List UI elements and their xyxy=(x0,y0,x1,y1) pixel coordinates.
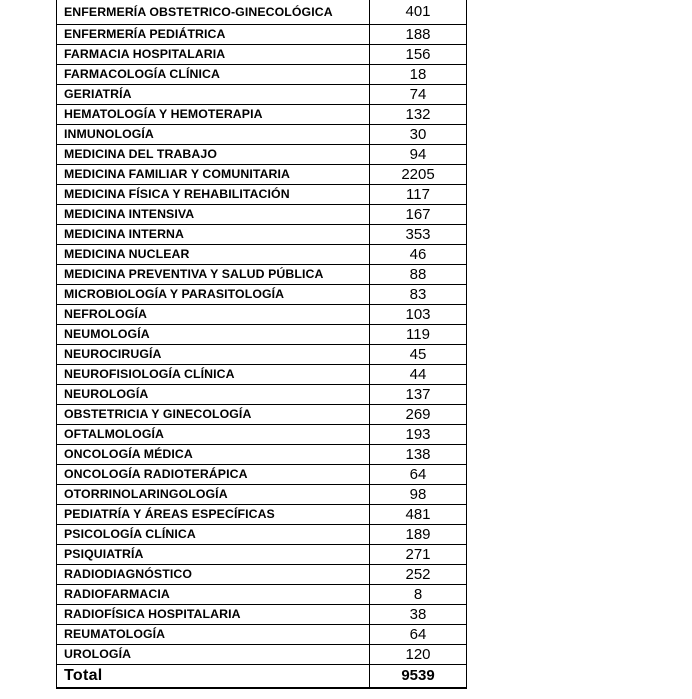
table-row xyxy=(57,385,467,405)
specialty-name: NEFROLOGÍA xyxy=(57,305,370,325)
table-row xyxy=(57,305,467,325)
table-row xyxy=(57,645,467,665)
specialty-count: 83 xyxy=(370,285,467,305)
table-row xyxy=(57,405,467,425)
table-row xyxy=(57,25,467,45)
specialty-count: 137 xyxy=(370,385,467,405)
specialty-name: ENFERMERÍA PEDIÁTRICA xyxy=(57,25,370,45)
table-body xyxy=(57,0,467,688)
table-row xyxy=(57,425,467,445)
specialty-name: FARMACOLOGÍA CLÍNICA xyxy=(57,65,370,85)
specialty-count: 98 xyxy=(370,485,467,505)
specialty-count: 88 xyxy=(370,265,467,285)
table-row xyxy=(57,45,467,65)
specialty-count: 156 xyxy=(370,45,467,65)
specialty-table-container xyxy=(56,0,466,692)
specialty-count: 132 xyxy=(370,105,467,125)
specialty-name: RADIOFARMACIA xyxy=(57,585,370,605)
table-row xyxy=(57,225,467,245)
specialty-name: PSIQUIATRÍA xyxy=(57,545,370,565)
specialty-count: 189 xyxy=(370,525,467,545)
specialty-name: MEDICINA NUCLEAR xyxy=(57,245,370,265)
specialty-table xyxy=(56,0,467,689)
table-row xyxy=(57,585,467,605)
table-row xyxy=(57,625,467,645)
table-row xyxy=(57,285,467,305)
specialty-count: 45 xyxy=(370,345,467,365)
specialty-count: 188 xyxy=(370,25,467,45)
table-row xyxy=(57,145,467,165)
specialty-name: MEDICINA PREVENTIVA Y SALUD PÚBLICA xyxy=(57,265,370,285)
specialty-name: OFTALMOLOGÍA xyxy=(57,425,370,445)
specialty-name: NEUROCIRUGÍA xyxy=(57,345,370,365)
specialty-name: GERIATRÍA xyxy=(57,85,370,105)
table-row xyxy=(57,345,467,365)
specialty-count: 64 xyxy=(370,625,467,645)
table-row xyxy=(57,325,467,345)
table-row xyxy=(57,465,467,485)
specialty-count: 30 xyxy=(370,125,467,145)
specialty-name: NEUROFISIOLOGÍA CLÍNICA xyxy=(57,365,370,385)
table-row xyxy=(57,565,467,585)
table-row xyxy=(57,245,467,265)
specialty-count: 44 xyxy=(370,365,467,385)
specialty-name: ENFERMERÍA OBSTETRICO-GINECOLÓGICA xyxy=(57,0,370,25)
specialty-count: 46 xyxy=(370,245,467,265)
specialty-count: 401 xyxy=(370,0,467,25)
total-value: 9539 xyxy=(370,665,467,689)
specialty-count: 353 xyxy=(370,225,467,245)
table-row xyxy=(57,185,467,205)
specialty-count: 193 xyxy=(370,425,467,445)
specialty-count: 18 xyxy=(370,65,467,85)
table-row xyxy=(57,525,467,545)
total-row xyxy=(57,665,467,689)
specialty-name: HEMATOLOGÍA Y HEMOTERAPIA xyxy=(57,105,370,125)
specialty-name: MEDICINA FAMILIAR Y COMUNITARIA xyxy=(57,165,370,185)
table-row xyxy=(57,0,467,25)
specialty-count: 117 xyxy=(370,185,467,205)
specialty-name: MEDICINA INTERNA xyxy=(57,225,370,245)
table-row xyxy=(57,505,467,525)
specialty-count: 252 xyxy=(370,565,467,585)
specialty-count: 38 xyxy=(370,605,467,625)
specialty-count: 74 xyxy=(370,85,467,105)
specialty-name: RADIOFÍSICA HOSPITALARIA xyxy=(57,605,370,625)
specialty-name: MEDICINA FÍSICA Y REHABILITACIÓN xyxy=(57,185,370,205)
specialty-count: 94 xyxy=(370,145,467,165)
specialty-count: 120 xyxy=(370,645,467,665)
specialty-count: 271 xyxy=(370,545,467,565)
specialty-count: 103 xyxy=(370,305,467,325)
specialty-name: REUMATOLOGÍA xyxy=(57,625,370,645)
specialty-name: NEUMOLOGÍA xyxy=(57,325,370,345)
specialty-count: 481 xyxy=(370,505,467,525)
specialty-name: OTORRINOLARINGOLOGÍA xyxy=(57,485,370,505)
table-row xyxy=(57,125,467,145)
specialty-count: 64 xyxy=(370,465,467,485)
specialty-name: PEDIATRÍA Y ÁREAS ESPECÍFICAS xyxy=(57,505,370,525)
specialty-name: INMUNOLOGÍA xyxy=(57,125,370,145)
table-row xyxy=(57,65,467,85)
specialty-name: FARMACIA HOSPITALARIA xyxy=(57,45,370,65)
specialty-name: OBSTETRICIA Y GINECOLOGÍA xyxy=(57,405,370,425)
table-row xyxy=(57,445,467,465)
table-row xyxy=(57,545,467,565)
specialty-count: 8 xyxy=(370,585,467,605)
specialty-name: RADIODIAGNÓSTICO xyxy=(57,565,370,585)
table-row xyxy=(57,105,467,125)
specialty-count: 138 xyxy=(370,445,467,465)
specialty-name: PSICOLOGÍA CLÍNICA xyxy=(57,525,370,545)
specialty-name: ONCOLOGÍA MÉDICA xyxy=(57,445,370,465)
specialty-count: 2205 xyxy=(370,165,467,185)
table-row xyxy=(57,85,467,105)
specialty-name: NEUROLOGÍA xyxy=(57,385,370,405)
specialty-name: ONCOLOGÍA RADIOTERÁPICA xyxy=(57,465,370,485)
total-label: Total xyxy=(57,665,370,689)
specialty-count: 119 xyxy=(370,325,467,345)
table-row xyxy=(57,265,467,285)
specialty-name: MICROBIOLOGÍA Y PARASITOLOGÍA xyxy=(57,285,370,305)
table-row xyxy=(57,605,467,625)
specialty-name: MEDICINA INTENSIVA xyxy=(57,205,370,225)
specialty-count: 269 xyxy=(370,405,467,425)
table-row xyxy=(57,165,467,185)
table-row xyxy=(57,485,467,505)
table-row xyxy=(57,365,467,385)
specialty-name: UROLOGÍA xyxy=(57,645,370,665)
specialty-count: 167 xyxy=(370,205,467,225)
table-row xyxy=(57,205,467,225)
specialty-name: MEDICINA DEL TRABAJO xyxy=(57,145,370,165)
